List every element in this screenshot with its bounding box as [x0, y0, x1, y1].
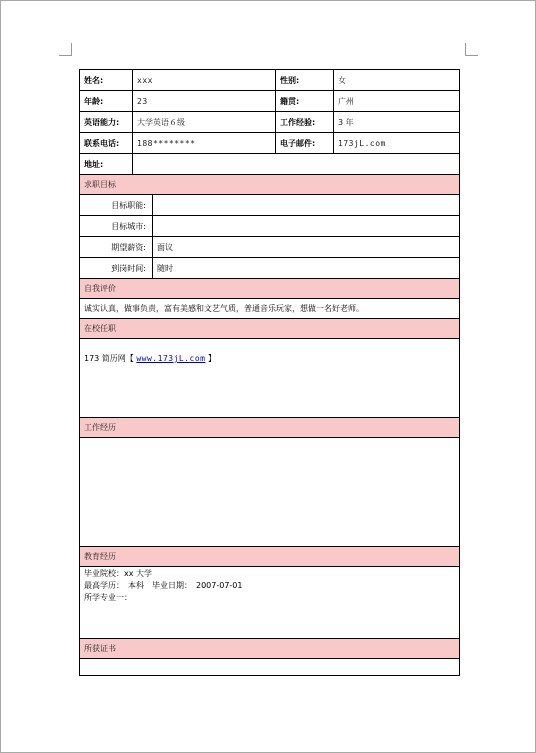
arrival-time-label: 到岗时间:	[80, 258, 153, 279]
work-experience-header: 工作经历	[80, 418, 460, 438]
resume-table	[79, 69, 460, 676]
row-target-position	[80, 195, 460, 216]
gender-value[interactable]: 女	[334, 70, 460, 91]
job-goal-header: 求职目标	[80, 175, 460, 195]
english-value[interactable]: 大学英语６级	[133, 112, 276, 133]
row-self-eval-text	[80, 299, 460, 319]
email-value[interactable]: 173jL.com	[334, 133, 460, 154]
row-certificates-body	[80, 659, 460, 676]
phone-value[interactable]: 188********	[133, 133, 276, 154]
margin-mark-top-left	[59, 43, 72, 56]
education-major-line: 所学专业一：	[84, 593, 132, 602]
age-label: 年龄:	[80, 91, 133, 112]
education-body[interactable]	[80, 567, 460, 639]
margin-mark-top-right	[465, 43, 478, 56]
section-work-experience	[80, 418, 460, 438]
section-school-roles	[80, 319, 460, 339]
age-value[interactable]: 23	[133, 91, 276, 112]
email-label: 电子邮件:	[276, 133, 334, 154]
resume-site-link[interactable]: www.173jL.com	[136, 354, 206, 363]
expected-salary-value[interactable]: 面议	[153, 237, 460, 258]
work-experience-body[interactable]	[80, 438, 460, 547]
address-label: 地址:	[80, 154, 133, 175]
school-roles-prefix: 173 简历网【	[84, 354, 134, 363]
target-city-value[interactable]	[153, 216, 460, 237]
row-education-body	[80, 567, 460, 639]
origin-value[interactable]: 广州	[334, 91, 460, 112]
section-education	[80, 547, 460, 567]
origin-label: 籍贯:	[276, 91, 334, 112]
row-english-experience	[80, 112, 460, 133]
english-label: 英语能力:	[80, 112, 133, 133]
education-degree-line: 最高学历： 本科 毕业日期： 2007-07-01	[84, 581, 243, 590]
education-header: 教育经历	[80, 547, 460, 567]
target-position-value[interactable]	[153, 195, 460, 216]
self-eval-text[interactable]: 诚实认真，做事负责，富有美感和文艺气质，普通音乐玩家，想做一名好老师。	[80, 299, 460, 319]
row-work-experience-body	[80, 438, 460, 547]
row-address	[80, 154, 460, 175]
school-roles-body[interactable]	[80, 339, 460, 418]
name-value[interactable]: xxx	[133, 70, 276, 91]
row-expected-salary	[80, 237, 460, 258]
row-school-roles-text	[80, 339, 460, 418]
education-school-line: 毕业院校：xx 大学	[84, 569, 153, 578]
certificates-header: 所获证书	[80, 639, 460, 659]
row-target-city	[80, 216, 460, 237]
school-roles-suffix: 】	[208, 354, 217, 363]
row-age-origin	[80, 91, 460, 112]
target-position-label: 目标职能:	[80, 195, 153, 216]
experience-label: 工作经验:	[276, 112, 334, 133]
name-label: 姓名:	[80, 70, 133, 91]
section-certificates	[80, 639, 460, 659]
row-phone-email	[80, 133, 460, 154]
self-eval-header: 自我评价	[80, 279, 460, 299]
address-value[interactable]	[133, 154, 460, 175]
school-roles-header: 在校任职	[80, 319, 460, 339]
experience-value[interactable]: 3 年	[334, 112, 460, 133]
target-city-label: 目标城市:	[80, 216, 153, 237]
row-name-gender	[80, 70, 460, 91]
arrival-time-value[interactable]: 随时	[153, 258, 460, 279]
gender-label: 性别:	[276, 70, 334, 91]
phone-label: 联系电话:	[80, 133, 133, 154]
row-arrival-time	[80, 258, 460, 279]
certificates-body[interactable]	[80, 659, 460, 676]
section-job-goal	[80, 175, 460, 195]
expected-salary-label: 期望薪资:	[80, 237, 153, 258]
section-self-eval	[80, 279, 460, 299]
